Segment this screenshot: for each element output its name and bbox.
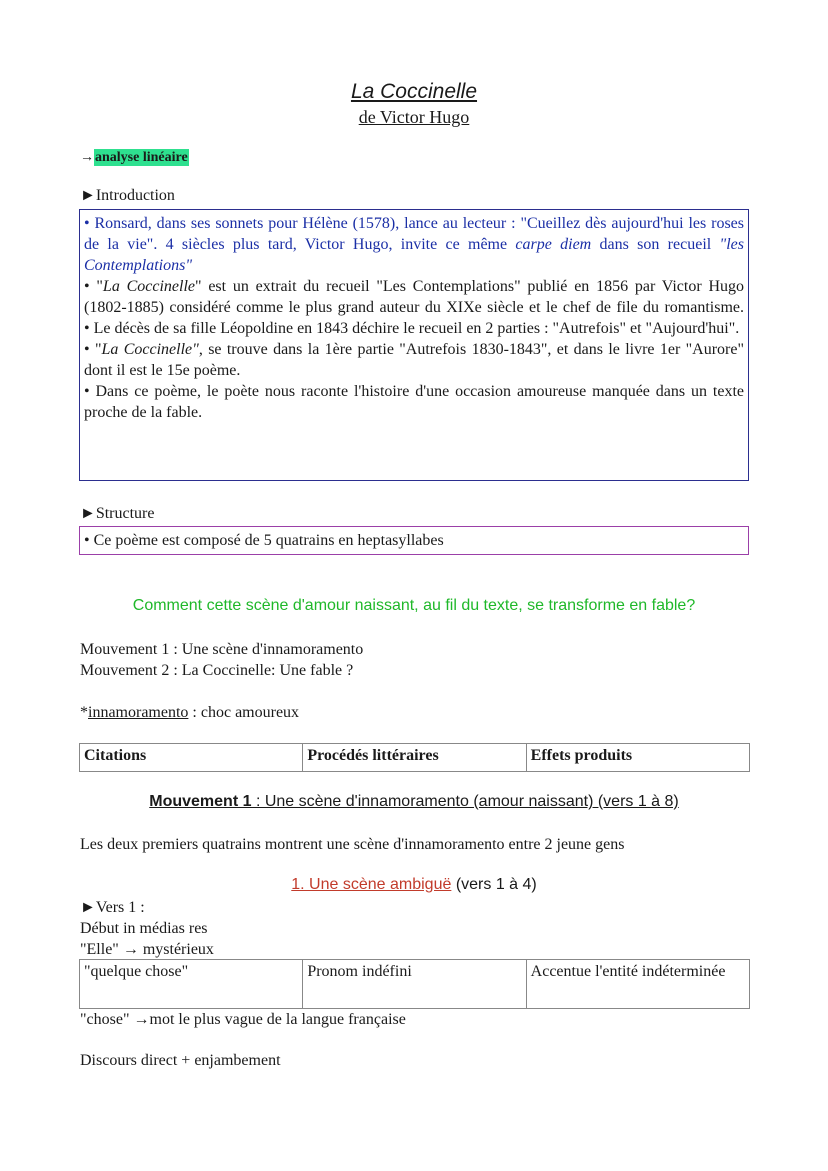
- intro-paragraph-1: • Ronsard, dans ses sonnets pour Hélène (1578), lance au lecteur : "Cueillez dès aujourd'hui les roses de la vie". 4 siècles plus tard, Victor Hugo, invite ce même carpe diem dans son recueil "les Contemplations": [84, 215, 744, 274]
- intro-paragraph-2: • "La Coccinelle" est un extrait du recueil "Les Contemplations" publié en 1856 par Victor Hugo (1802-1885) considéré comme le plus grand auteur du XIXe siècle et le chef de file du romantisme.: [84, 278, 745, 316]
- movement-1-heading: Mouvement 1 : Une scène d'innamoramento (amour naissant) (vers 1 à 8): [149, 793, 679, 810]
- cell-citation: "quelque chose": [80, 960, 303, 1009]
- intro-paragraph-5: • Dans ce poème, le poète nous raconte l'histoire d'une occasion amoureuse manquée dans un texte proche de la fable.: [84, 383, 744, 421]
- intro-paragraph-3: • Le décès de sa fille Léopoldine en 1843 déchire le recueil en 2 parties : "Autrefois" et "Aujourd'hui".: [84, 320, 740, 337]
- movement-1-line: Mouvement 1 : Une scène d'innamoramento: [80, 641, 364, 658]
- highlighted-label: analyse linéaire: [95, 150, 188, 165]
- analysis-table-row: [79, 959, 750, 1009]
- problematic-question: Comment cette scène d'amour naissant, au fil du texte, se transforme en fable?: [132, 597, 696, 614]
- definition-line: *innamoramento : choc amoureux: [80, 704, 300, 721]
- vers-1-label: ►Vers 1 :: [80, 899, 145, 916]
- subsection-heading: 1. Une scène ambiguë (vers 1 à 4): [291, 876, 537, 893]
- vers-1-note-2: "Elle" → mystérieux: [80, 941, 214, 958]
- structure-text: • Ce poème est composé de 5 quatrains en heptasyllabes: [84, 532, 444, 549]
- structure-heading: ►Structure: [80, 505, 155, 522]
- intro-box: [79, 209, 749, 481]
- structure-box: [79, 526, 749, 555]
- note-chose: "chose" →mot le plus vague de la langue française: [80, 1011, 406, 1028]
- movement-2-line: Mouvement 2 : La Coccinelle: Une fable ?: [80, 662, 354, 679]
- column-header-procedes: Procédés littéraires: [303, 744, 526, 772]
- cell-procede: Pronom indéfini: [303, 960, 526, 1009]
- vers-1-note-1: Début in médias res: [80, 920, 208, 937]
- column-header-citations: Citations: [80, 744, 303, 772]
- note-discours: Discours direct + enjambement: [80, 1052, 281, 1069]
- analysis-tag: [80, 150, 189, 166]
- summary-text: Les deux premiers quatrains montrent une scène d'innamoramento entre 2 jeune gens: [80, 836, 625, 853]
- cell-effet: Accentue l'entité indéterminée: [526, 960, 749, 1009]
- analysis-table-header: [79, 743, 750, 772]
- arrow-icon: →: [80, 150, 94, 165]
- intro-heading: ►Introduction: [80, 187, 175, 204]
- page-title: La Coccinelle: [350, 80, 478, 103]
- intro-paragraph-4: • "La Coccinelle", se trouve dans la 1ère partie "Autrefois 1830-1843", et dans le livre 1er "Aurore" dont il est le 15e poème.: [84, 341, 745, 379]
- page-subtitle: de Victor Hugo: [358, 107, 470, 127]
- column-header-effets: Effets produits: [526, 744, 749, 772]
